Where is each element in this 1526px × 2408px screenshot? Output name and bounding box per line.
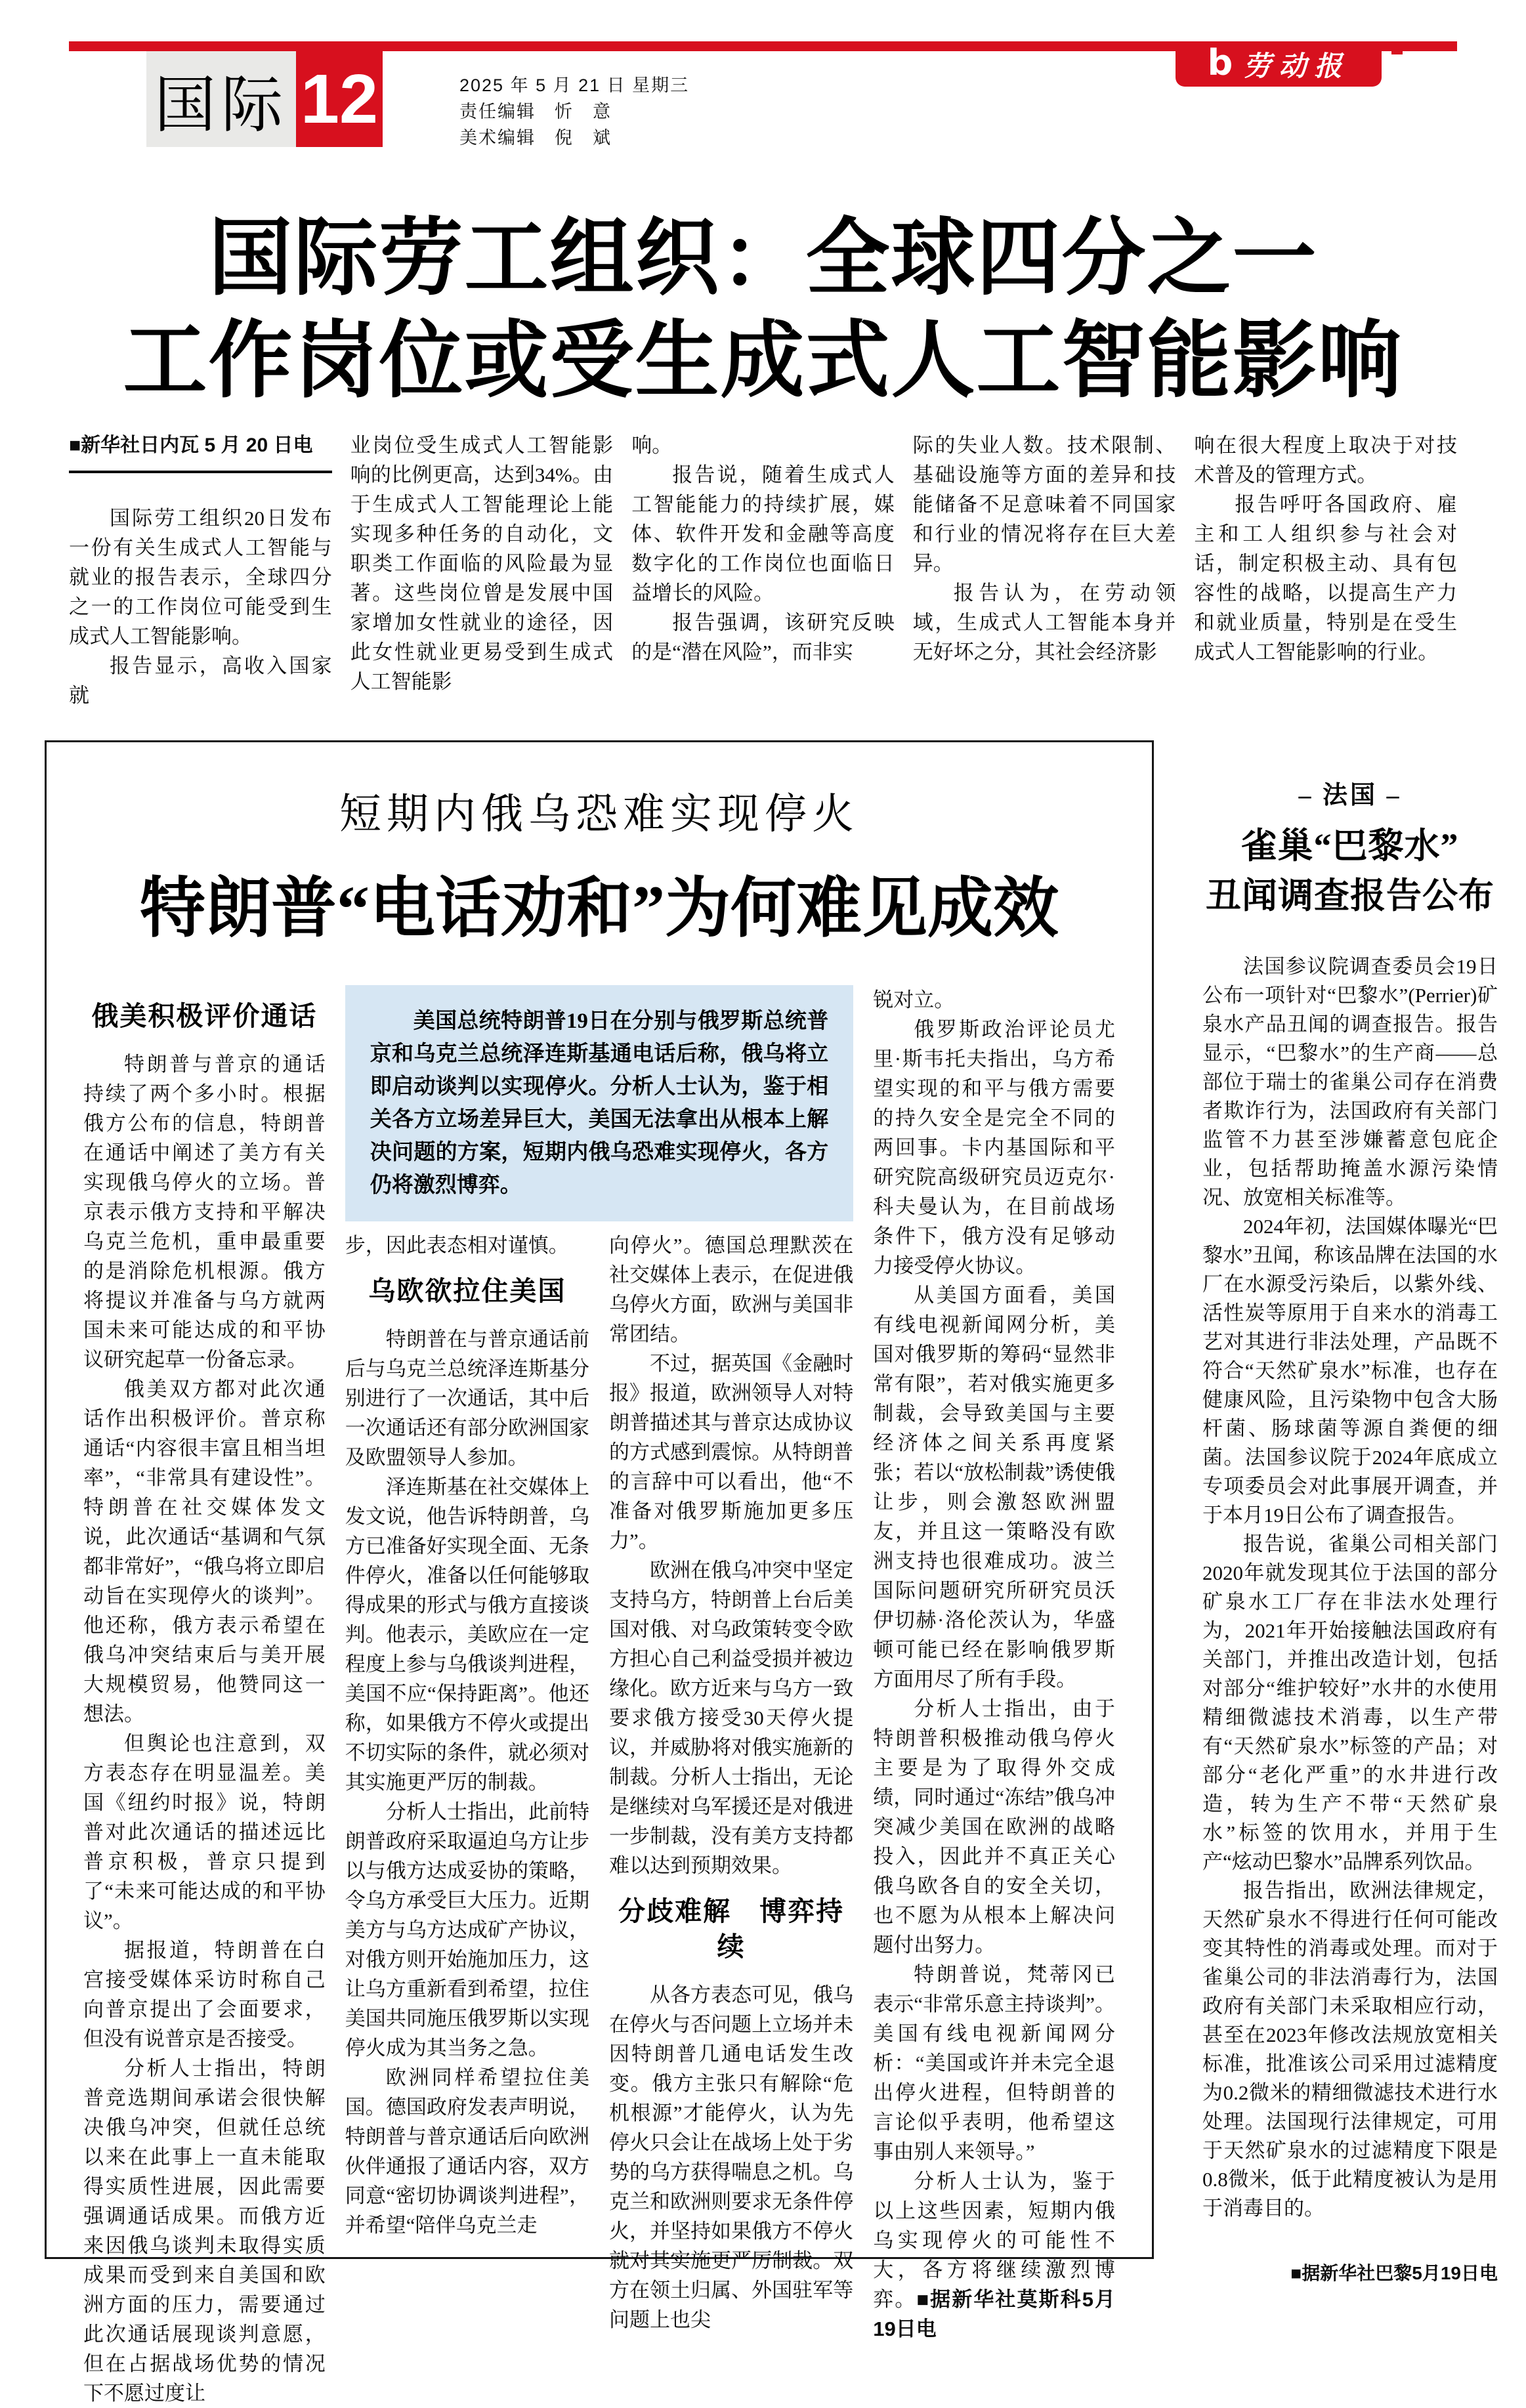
paragraph: 步，因此表态相对谨慎。 xyxy=(345,1234,569,1257)
paragraph: 际的失业人数。技术限制、基础设施等方面的差异和技能储备不足意味着不同国家和行业的情况将存在巨大差异。 xyxy=(912,434,1176,575)
paragraph: 特朗普与普京的通话持续了两个多小时。根据俄方公布的信息，特朗普在通话中阐述了美方有关实现俄乌停火的立场。普京表示俄方支持和平解决乌克兰危机，重申最重要的是消除危机根源。俄方将提议并准备与乌方就两国未来可能达成的和平协议研究起草一份备忘录。 xyxy=(83,1053,326,1371)
paragraph: 报告强调，该研究反映的是“潜在风险”，而非实 xyxy=(631,611,895,664)
perrier-kicker: – 法国 – xyxy=(1298,782,1402,809)
paragraph: 俄美双方都对此次通话作出积极评价。普京称通话“内容很丰富且相当坦率”，“非常具有建设性”。特朗普在社交媒体发文说，此次通话“基调和气氛都非常好”，“俄乌将立即启动旨在实现停火的谈判”。他还称，俄方表示希望在俄乌冲突结束后与美开展大规模贸易，他赞同这一想法。 xyxy=(83,1378,326,1725)
paragraph: 业岗位受生成式人工智能影响的比例更高，达到34%。由于生成式人工智能理论上能实现多种任务的自动化，文职类工作面临的风险最为显著。这些岗位曾是发展中国家增加女性就业的途径，因此女性就业更易受到生成式人工智能影 xyxy=(350,434,614,693)
main-headline-line2: 工作岗位或受生成式人工智能影响 xyxy=(123,314,1403,408)
paragraph: 欧洲在俄乌冲突中坚定支持乌方，特朗普上台后美国对俄、对乌政策转变令欧方担心自己利益受损并被边缘化。欧方近来与乌方一致要求俄方接受30天停火提议，并威胁将对俄实施新的制裁。分析人士指出，无论是继续对乌军援还是对俄进一步制裁，没有美方支持都难以达到预期效果。 xyxy=(609,1559,854,1877)
labor-daily-b-icon: b xyxy=(1207,41,1233,83)
date-editor-info xyxy=(459,72,689,151)
paragraph: 响在很大程度上取决于对技术普及的管理方式。 xyxy=(1194,434,1457,486)
paragraph: 法国参议院调查委员会19日公布一项针对“巴黎水”(Perrier)矿泉水产品丑闻的调查报告。报告显示，“巴黎水”的生产商——总部位于瑞士的雀巢公司存在消费者欺诈行为，法国政府有关部门监管不力甚至涉嫌蓄意包庇企业，包括帮助掩盖水源污染情况、放宽相关标准等。 xyxy=(1202,955,1498,1209)
date-line: 2025 年 5 月 21 日 星期三 xyxy=(459,75,690,95)
paragraph: 俄美积极评价通话 xyxy=(91,1001,318,1031)
paragraph: ■新华社日内瓦 5 月 20 日电 xyxy=(69,431,332,473)
red-square-decoration-icon xyxy=(1391,42,1403,54)
lead-paragraph: 美国总统特朗普19日在分别与俄罗斯总统普京和乌克兰总统泽连斯基通电话后称，俄乌将立即启动谈判以实现停火。分析人士认为，鉴于相关各方立场差异巨大，美国无法拿出从根本上解决问题的方案，短期内俄乌恐难实现停火，各方仍将激烈博弈。 xyxy=(370,1009,829,1197)
paragraph: 向停火”。德国总理默茨在社交媒体上表示，在促进俄乌停火方面，欧洲与美国非常团结。 xyxy=(609,1234,854,1345)
paragraph: 分歧难解 博弈持续 xyxy=(618,1896,845,1962)
ceasefire-middle xyxy=(345,985,853,2408)
paper-name: 劳动报 xyxy=(1243,52,1350,82)
paragraph: 但舆论也注意到，双方表态存在明显温差。美国《纽约时报》说，特朗普对此次通话的描述远比普京积极，普京只提到了“未来可能达成的和平协议”。 xyxy=(83,1732,326,1932)
paragraph: 分析人士指出，由于特朗普积极推动俄乌停火主要是为了取得外交成绩，同时通过“冻结”俄乌冲突减少美国在欧洲的战略投入，因此并不真正关心俄乌欧各自的安全关切，也不愿为从根本上解决问题付出努力。 xyxy=(873,1697,1115,1956)
paragraph: 2024年初，法国媒体曝光“巴黎水”丑闻，称该品牌在法国的水厂在水源受污染后，以紫外线、活性炭等原用于自来水的消毒工艺对其进行非法处理，产品既不符合“天然矿泉水”标准，也存在健康风险，且污染物中包含大肠杆菌、肠球菌等源自粪便的细菌。法国参议院于2024年底成立专项委员会对此事展开调查，并于本月19日公布了调查报告。 xyxy=(1202,1215,1498,1527)
perrier-source-credit: ■据新华社巴黎5月19日电 xyxy=(1290,2263,1498,2283)
ceasefire-middle-columns xyxy=(345,1231,853,2408)
paragraph: 俄罗斯政治评论员尤里·斯韦托夫指出，乌方希望实现的和平与俄方需要的持久安全是完全不同的两回事。卡内基国际和平研究院高级研究员迈克尔·科夫曼认为，在目前战场条件下，俄方没有足够动力接受停火协议。 xyxy=(873,1018,1115,1277)
ceasefire-article-box xyxy=(45,740,1154,2405)
paragraph: 欧洲同样希望拉住美国。德国政府发表声明说，特朗普与普京通话后向欧洲伙伴通报了通话内容，双方同意“密切协调谈判进程”，并希望“陪伴乌克兰走 xyxy=(345,2066,589,2237)
ceasefire-column-4 xyxy=(873,985,1115,2408)
paragraph: 报告说，雀巢公司相关部门2020年就发现其位于法国的部分矿泉水工厂存在非法水处理行为，2021年开始接触法国政府有关部门，并推出改造计划，包括对部分“维护较好”水井的水使用精细微滤技术消毒，以生产带有“天然矿泉水”标签的产品；对部分“老化严重”的水井进行改造，转为生产不带“天然矿泉水”标签的饮用水，并用于生产“炫动巴黎水”品牌系列饮品。 xyxy=(1202,1532,1498,1873)
paragraph: 报告指出，欧洲法律规定，天然矿泉水不得进行任何可能改变其特性的消毒或处理。而对于雀巢公司的非法消毒行为，法国政府有关部门未采取相应行动，甚至在2023年修改法规放宽相关标准，批准该公司采用过滤精度为0.2微米的精细微滤技术进行水处理。法国现行法律规定，可用于天然矿泉水的过滤精度下限是0.8微米，低于此精度被认为是用于消毒目的。 xyxy=(1202,1879,1498,2220)
ilo-column-1 xyxy=(69,431,332,710)
paragraph: 锐对立。 xyxy=(873,988,955,1011)
paragraph: 分析人士指出，此前特朗普政府采取逼迫乌方让步以与俄方达成妥协的策略，令乌方承受巨大压力。近期美方与乌方达成矿产协议，对俄方则开始施加压力，这让乌方重新看到希望，拉住美国共同施压俄罗斯以实现停火成为其当务之急。 xyxy=(345,1800,589,2059)
paragraph: 据报道，特朗普在白宫接受媒体采访时称自己向普京提出了会面要求，但没有说普京是否接受。 xyxy=(83,1939,326,2050)
paragraph: 国际劳工组织20日发布一份有关生成式人工智能与就业的报告表示，全球四分之一的工作岗位可能受到生成式人工智能影响。 xyxy=(69,507,332,648)
ilo-column-2 xyxy=(350,431,614,710)
main-headline xyxy=(33,207,1493,412)
paragraph: 报告说，随着生成式人工智能能力的持续扩展，媒体、软件开发和金融等高度数字化的工作岗位也面临日益增长的风险。 xyxy=(631,463,895,604)
paragraph: 报告呼吁各国政府、雇主和工人组织参与社会对话，制定积极主动、具有包容性的战略，以提高生产力和就业质量，特别是在受生成式人工智能影响的行业。 xyxy=(1194,493,1457,664)
ceasefire-column-1 xyxy=(83,985,326,2408)
perrier-headline-line1: 雀巢“巴黎水” xyxy=(1241,826,1459,866)
paragraph: 特朗普说，梵蒂冈已表示“非常乐意主持谈判”。美国有线电视新闻网分析：“美国或许并未完全退出停火进程，但特朗普的言论似乎表明，他希望这事由别人来领导。” xyxy=(873,1963,1115,2163)
paragraph: 响。 xyxy=(631,434,673,457)
paragraph: 乌欧欲拉住美国 xyxy=(368,1276,566,1306)
ceasefire-column-3 xyxy=(609,1231,853,2408)
ilo-column-3 xyxy=(631,431,895,710)
ceasefire-body xyxy=(83,985,1115,2408)
main-headline-line1: 国际劳工组织：全球四分之一 xyxy=(208,212,1318,305)
masthead-logo xyxy=(1176,42,1382,87)
ilo-column-5 xyxy=(1194,431,1457,710)
paragraph: 报告显示，高收入国家就 xyxy=(69,654,332,707)
paragraph: 分析人士指出，特朗普竞选期间承诺会很快解决俄乌冲突，但就任总统以来在此事上一直未能取得实质性进展，因此需要强调通话成果。而俄方近来因俄乌谈判未取得实质成果而受到来自美国和欧洲方面的压力，需要通过此次通话展现谈判意愿，但在占据战场优势的情况下不愿过度让 xyxy=(83,2057,326,2405)
paragraph: 报告认为，在劳动领域，生成式人工智能本身并无好坏之分，其社会经济影 xyxy=(912,581,1176,664)
ilo-article-body xyxy=(69,431,1457,710)
paragraph: 不过，据英国《金融时报》报道，欧洲领导人对特朗普描述其与普京达成协议的方式感到震惊。从特朗普的言辞中可以看出，他“不准备对俄罗斯施加更多压力”。 xyxy=(609,1352,854,1552)
perrier-body xyxy=(1202,952,1498,2223)
perrier-article xyxy=(1202,774,1498,2285)
ceasefire-headline: 特朗普“电话劝和”为何难见成效 xyxy=(140,872,1059,945)
ilo-column-4 xyxy=(913,431,1176,710)
perrier-headline xyxy=(1202,821,1498,921)
section-label: 国际 xyxy=(146,51,296,147)
paragraph: 特朗普在与普京通话前后与乌克兰总统泽连斯基分别进行了一次通话，其中后一次通话还有部分欧洲国家及欧盟领导人参加。 xyxy=(345,1328,589,1469)
art-editor: 美术编辑 倪 斌 xyxy=(459,128,612,148)
duty-editor: 责任编辑 忻 意 xyxy=(459,102,612,121)
page-number: 12 xyxy=(296,51,383,147)
perrier-headline-line2: 丑闻调查报告公布 xyxy=(1206,876,1494,916)
lead-highlight-box xyxy=(345,985,853,1221)
paragraph: 泽连斯基在社交媒体上发文说，他告诉特朗普，乌方已准备好实现全面、无条件停火，准备以任何能够取得成果的形式与俄方直接谈判。他表示，美欧应在一定程度上参与乌俄谈判进程，美国不应“保持距离”。他还称，如果俄方不停火或提出不切实际的条件，就必须对其实施更严厉的制裁。 xyxy=(345,1475,589,1794)
paragraph: 分析人士认为，鉴于以上这些因素，短期内俄乌实现停火的可能性不大，各方将继续激烈博弈。■据新华社莫斯科5月19日电 xyxy=(873,2170,1116,2340)
paragraph: 从美国方面看，美国有线电视新闻网分析，美国对俄罗斯的筹码“显然非常有限”，若对俄实施更多制裁，会导致美国与主要经济体之间关系再度紧张；若以“放松制裁”诱使俄让步，则会激怒欧洲盟友，并且这一策略没有欧洲支持也很难成功。波兰国际问题研究所研究员沃伊切赫·洛伦茨认为，华盛顿可能已经在影响俄罗斯方面用尽了所有手段。 xyxy=(873,1284,1115,1691)
paragraph: 从各方表态可见，俄乌在停火与否问题上立场并未因特朗普几通电话发生改变。俄方主张只有解除“危机根源”才能停火，认为先停火只会让在战场上处于劣势的乌方获得喘息之机。乌克兰和欧洲则要求无条件停火，并坚持如果俄方不停火就对其实施更严厉制裁。双方在领土归属、外国驻军等问题上也尖 xyxy=(609,1983,854,2331)
ceasefire-column-2 xyxy=(345,1231,589,2408)
ceasefire-kicker: 短期内俄乌恐难实现停火 xyxy=(339,791,859,837)
